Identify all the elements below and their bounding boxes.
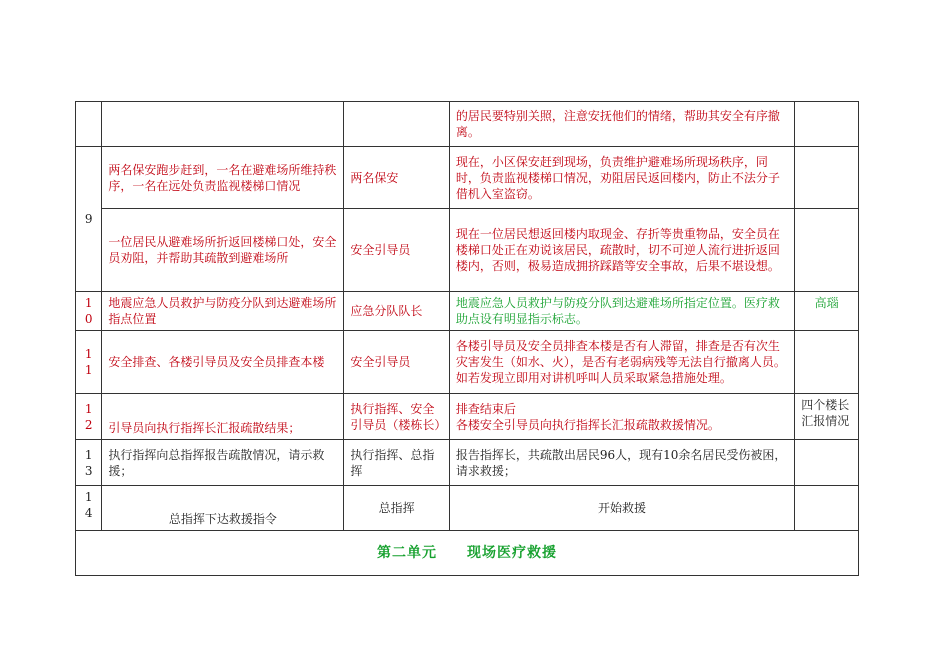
note-cell (795, 440, 859, 486)
table-row (76, 102, 859, 147)
row-number (76, 102, 102, 147)
description-cell: 的居民要特别关照，注意安抚他们的情绪，帮助其安全有序撤离。 (449, 102, 794, 147)
table-row (76, 394, 859, 440)
note-cell (795, 147, 859, 209)
task-cell: 执行指挥向总指挥报告疏散情况，请示救援； (102, 440, 344, 486)
task-cell: 两名保安跑步赶到，一名在避难场所维持秩序，一名在远处负责监视楼梯口情况 (102, 147, 344, 209)
note-cell (795, 331, 859, 394)
role-cell: 应急分队队长 (344, 292, 450, 331)
task-cell (102, 102, 344, 147)
description-line: 各楼安全引导员向执行指挥长汇报疏散救援情况。 (455, 417, 720, 432)
table-row (76, 147, 859, 209)
role-cell: 总指挥 (344, 486, 450, 531)
description-cell: 现在一位居民想返回楼内取现金、存折等贵重物品，安全员在楼梯口处正在劝说该居民，疏散时，切不可逆人流行进折返回楼内，否则，极易造成拥挤踩踏等安全事故，后果不堪设想。 (449, 209, 794, 292)
note-cell (795, 486, 859, 531)
table-row (76, 440, 859, 486)
task-cell: 地震应急人员救护与防疫分队到达避难场所指点位置 (102, 292, 344, 331)
row-number: 10 (76, 292, 102, 331)
row-number: 9 (76, 147, 102, 292)
description-cell: 报告指挥长，共疏散出居民96人，现有10余名居民受伤被困，请求救援； (449, 440, 794, 486)
drill-procedure-table (75, 101, 859, 576)
role-cell: 安全引导员 (344, 331, 450, 394)
section-header-row (76, 531, 859, 576)
row-number: 13 (76, 440, 102, 486)
description-cell: 各楼引导员及安全员排查本楼是否有人滞留，排查是否有次生灾害发生（如水、火），是否有老弱病残等无法自行撤离人员。如若发现立即用对讲机呼叫人员采取紧急措施处理。 (449, 331, 794, 394)
note-cell (795, 102, 859, 147)
note-cell: 高瑙 (795, 292, 859, 331)
task-cell: 引导员向执行指挥长汇报疏散结果； (102, 394, 344, 440)
table-row (76, 486, 859, 531)
role-cell: 安全引导员 (344, 209, 450, 292)
task-cell: 安全排查、各楼引导员及安全员排查本楼 (102, 331, 344, 394)
role-cell: 执行指挥、总指挥 (344, 440, 450, 486)
table-row (76, 209, 859, 292)
section-header (76, 531, 859, 576)
description-cell: 开始救援 (449, 486, 794, 531)
role-cell: 两名保安 (344, 147, 450, 209)
description-line: 排查结束后 (455, 401, 516, 416)
description-cell: 地震应急人员救护与防疫分队到达避难场所指定位置。医疗救助点设有明显指示标志。 (449, 292, 794, 331)
table-row (76, 292, 859, 331)
section-title: 现场医疗救援 (467, 545, 557, 561)
row-number: 14 (76, 486, 102, 531)
section-unit: 第二单元 (377, 545, 437, 561)
description-cell (449, 394, 794, 440)
task-cell: 一位居民从避难场所折返回楼梯口处，安全员劝阻，并帮助其疏散到避难场所 (102, 209, 344, 292)
table-row (76, 331, 859, 394)
task-cell: 总指挥下达救援指令 (102, 486, 344, 531)
note-cell: 四个楼长汇报情况 (795, 394, 859, 440)
row-number: 12 (76, 394, 102, 440)
role-cell (344, 102, 450, 147)
role-cell: 执行指挥、安全引导员（楼栋长） (344, 394, 450, 440)
row-number: 11 (76, 331, 102, 394)
description-cell: 现在，小区保安赶到现场，负责维护避难场所现场秩序，同时，负责监视楼梯口情况，劝阻居民返回楼内，防止不法分子借机入室盗窃。 (449, 147, 794, 209)
note-cell (795, 209, 859, 292)
